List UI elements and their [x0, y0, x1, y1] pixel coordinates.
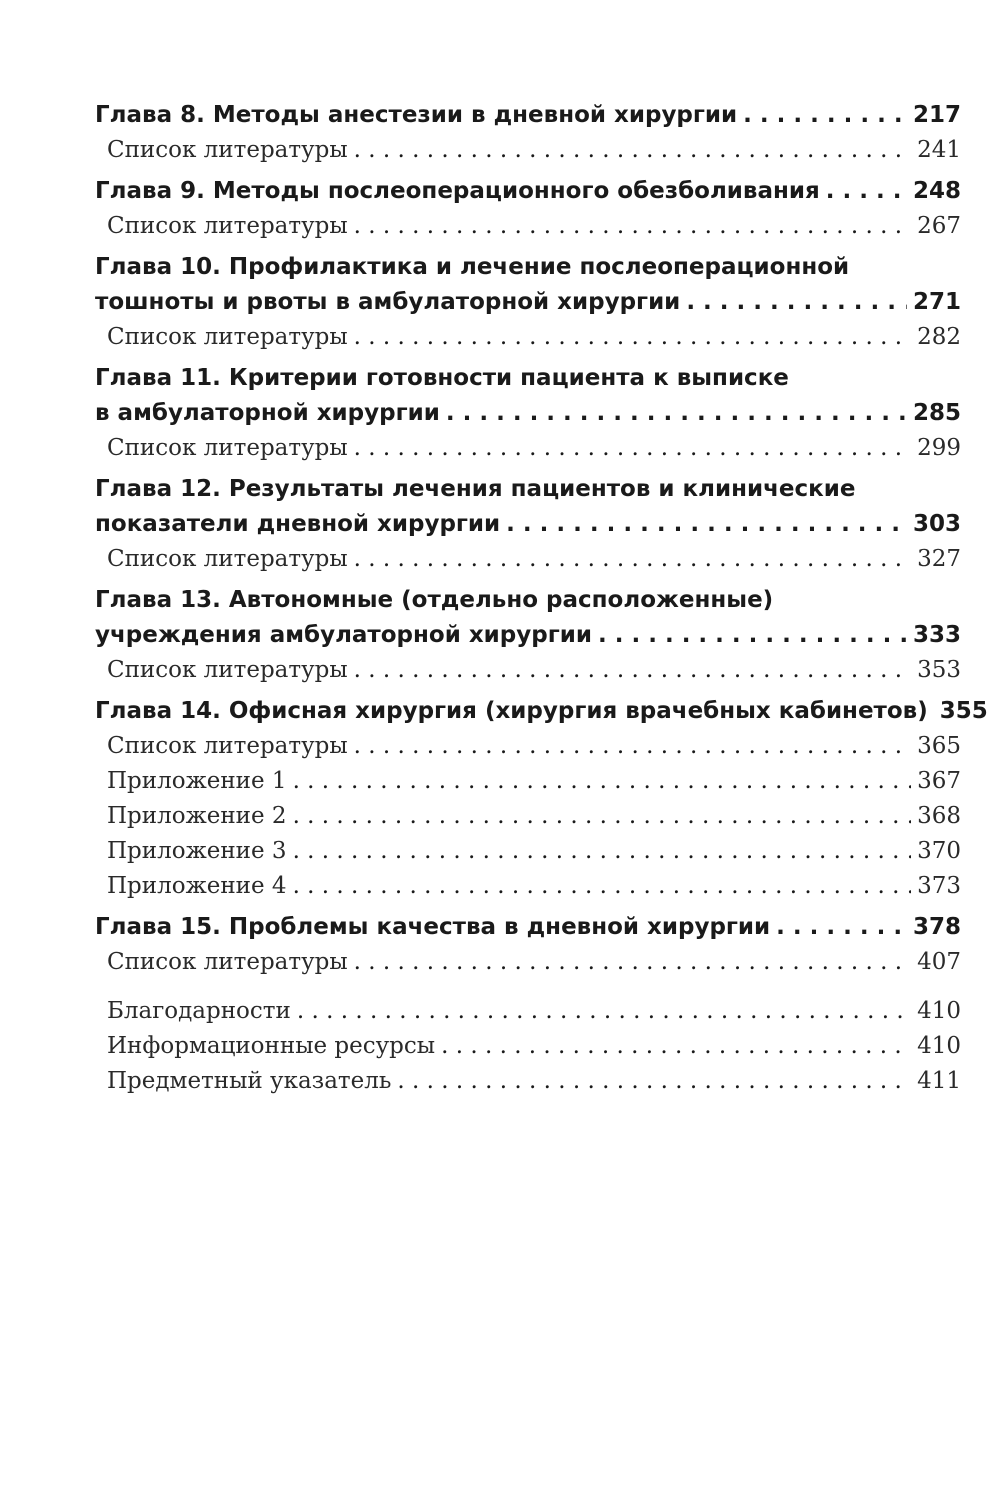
dot-leader — [743, 98, 907, 133]
chapter-heading[interactable] — [95, 472, 961, 542]
chapter-heading-line: Глава 11. Критерии готовности пациента к выписке — [95, 365, 789, 391]
page-number: 367 — [917, 768, 961, 794]
chapter-heading-entry[interactable] — [95, 285, 961, 320]
sub-entry[interactable] — [95, 431, 961, 466]
entry-title: Список литературы — [107, 324, 348, 350]
page-number: 282 — [917, 324, 961, 350]
page-number: 353 — [917, 657, 961, 683]
entry-title: Список литературы — [107, 435, 348, 461]
entry-title: в амбулаторной хирургии — [95, 400, 440, 426]
entry-title: Глава 15. Проблемы качества в дневной хирургии — [95, 914, 771, 940]
chapter-block — [95, 250, 961, 355]
page-number: 410 — [917, 998, 961, 1024]
page-number: 248 — [912, 178, 961, 204]
chapter-heading-entry[interactable] — [95, 174, 961, 209]
entry-title: учреждения амбулаторной хирургии — [95, 622, 592, 648]
entry-title: Список литературы — [107, 137, 348, 163]
chapter-block — [95, 174, 961, 244]
chapter-heading-line: Глава 13. Автономные (отдельно расположенные) — [95, 587, 774, 613]
chapter-heading[interactable] — [95, 250, 961, 320]
dot-leader — [446, 396, 907, 431]
page-number: 241 — [917, 137, 961, 163]
page-number: 407 — [917, 949, 961, 975]
chapter-heading[interactable] — [95, 910, 961, 945]
table-of-contents — [95, 92, 988, 1099]
dot-leader — [776, 910, 907, 945]
dot-leader — [354, 542, 911, 577]
chapter-block — [95, 361, 961, 466]
dot-leader — [354, 729, 911, 764]
entry-title: Приложение 4 — [107, 873, 287, 899]
chapter-heading-line: Глава 10. Профилактика и лечение послеоперационной — [95, 254, 850, 280]
page-number: 267 — [917, 213, 961, 239]
page-number: 365 — [917, 733, 961, 759]
back-matter-entry[interactable] — [95, 994, 961, 1029]
page-number: 299 — [917, 435, 961, 461]
chapter-heading[interactable] — [95, 361, 961, 431]
chapter-heading-entry[interactable] — [95, 98, 961, 133]
dot-leader — [354, 945, 911, 980]
page-number: 373 — [917, 873, 961, 899]
chapter-heading-entry[interactable] — [95, 910, 961, 945]
sub-entry[interactable] — [95, 320, 961, 355]
sub-entry[interactable] — [95, 869, 961, 904]
entry-title: Глава 9. Методы послеоперационного обезболивания — [95, 178, 820, 204]
chapter-block — [95, 694, 988, 904]
entry-title: Благодарности — [107, 998, 291, 1024]
sub-entry[interactable] — [95, 133, 961, 168]
page-number: 370 — [917, 838, 961, 864]
entry-title: Список литературы — [107, 546, 348, 572]
dot-leader — [441, 1029, 911, 1064]
entry-title: Список литературы — [107, 657, 348, 683]
page-number: 303 — [912, 511, 961, 537]
chapter-heading[interactable] — [95, 583, 961, 653]
dot-leader — [826, 174, 907, 209]
entry-title: Глава 14. Офисная хирургия (хирургия врачебных кабинетов) — [95, 698, 928, 724]
sub-entry[interactable] — [95, 542, 961, 577]
dot-leader — [293, 764, 912, 799]
page-number: 368 — [917, 803, 961, 829]
dot-leader — [354, 320, 911, 355]
entry-title: Список литературы — [107, 733, 348, 759]
chapter-block — [95, 910, 961, 980]
dot-leader — [297, 994, 911, 1029]
page-number: 410 — [917, 1033, 961, 1059]
entry-title: тошноты и рвоты в амбулаторной хирургии — [95, 289, 681, 315]
sub-entry[interactable] — [95, 834, 961, 869]
back-matter-entry[interactable] — [95, 1064, 961, 1099]
chapter-heading-line: Глава 12. Результаты лечения пациентов и клинические — [95, 476, 856, 502]
dot-leader — [598, 618, 907, 653]
sub-entry[interactable] — [95, 729, 961, 764]
sub-entry[interactable] — [95, 945, 961, 980]
dot-leader — [686, 285, 907, 320]
entry-title: показатели дневной хирургии — [95, 511, 501, 537]
page-number: 271 — [912, 289, 961, 315]
sub-entry[interactable] — [95, 209, 961, 244]
chapter-block — [95, 472, 961, 577]
dot-leader — [397, 1064, 911, 1099]
page-number: 285 — [912, 400, 961, 426]
chapter-heading[interactable] — [95, 98, 961, 133]
chapter-block — [95, 98, 961, 168]
sub-entry[interactable] — [95, 799, 961, 834]
back-matter-entry[interactable] — [95, 1029, 961, 1064]
page-number: 217 — [912, 102, 961, 128]
chapter-heading-entry[interactable] — [95, 618, 961, 653]
page-number: 333 — [912, 622, 961, 648]
chapter-block — [95, 583, 961, 688]
back-matter — [95, 994, 961, 1099]
page-number: 355 — [939, 698, 988, 724]
chapter-heading-entry[interactable] — [95, 507, 961, 542]
page-number: 411 — [917, 1068, 961, 1094]
dot-leader — [354, 431, 911, 466]
sub-entry[interactable] — [95, 764, 961, 799]
dot-leader — [293, 799, 912, 834]
chapter-heading[interactable] — [95, 174, 961, 209]
entry-title: Предметный указатель — [107, 1068, 392, 1094]
dot-leader — [354, 133, 911, 168]
sub-entry[interactable] — [95, 653, 961, 688]
entry-title: Приложение 1 — [107, 768, 287, 794]
dot-leader — [354, 653, 911, 688]
page-number: 327 — [917, 546, 961, 572]
page-number: 378 — [912, 914, 961, 940]
entry-title: Информационные ресурсы — [107, 1033, 436, 1059]
entry-title: Приложение 3 — [107, 838, 287, 864]
dot-leader — [506, 507, 907, 542]
entry-title: Глава 8. Методы анестезии в дневной хирургии — [95, 102, 738, 128]
entry-title: Список литературы — [107, 213, 348, 239]
dot-leader — [293, 834, 912, 869]
chapter-heading[interactable] — [95, 694, 988, 729]
chapter-heading-entry[interactable] — [95, 694, 988, 729]
entry-title: Приложение 2 — [107, 803, 287, 829]
chapter-heading-entry[interactable] — [95, 396, 961, 431]
dot-leader — [293, 869, 912, 904]
dot-leader — [354, 209, 911, 244]
entry-title: Список литературы — [107, 949, 348, 975]
